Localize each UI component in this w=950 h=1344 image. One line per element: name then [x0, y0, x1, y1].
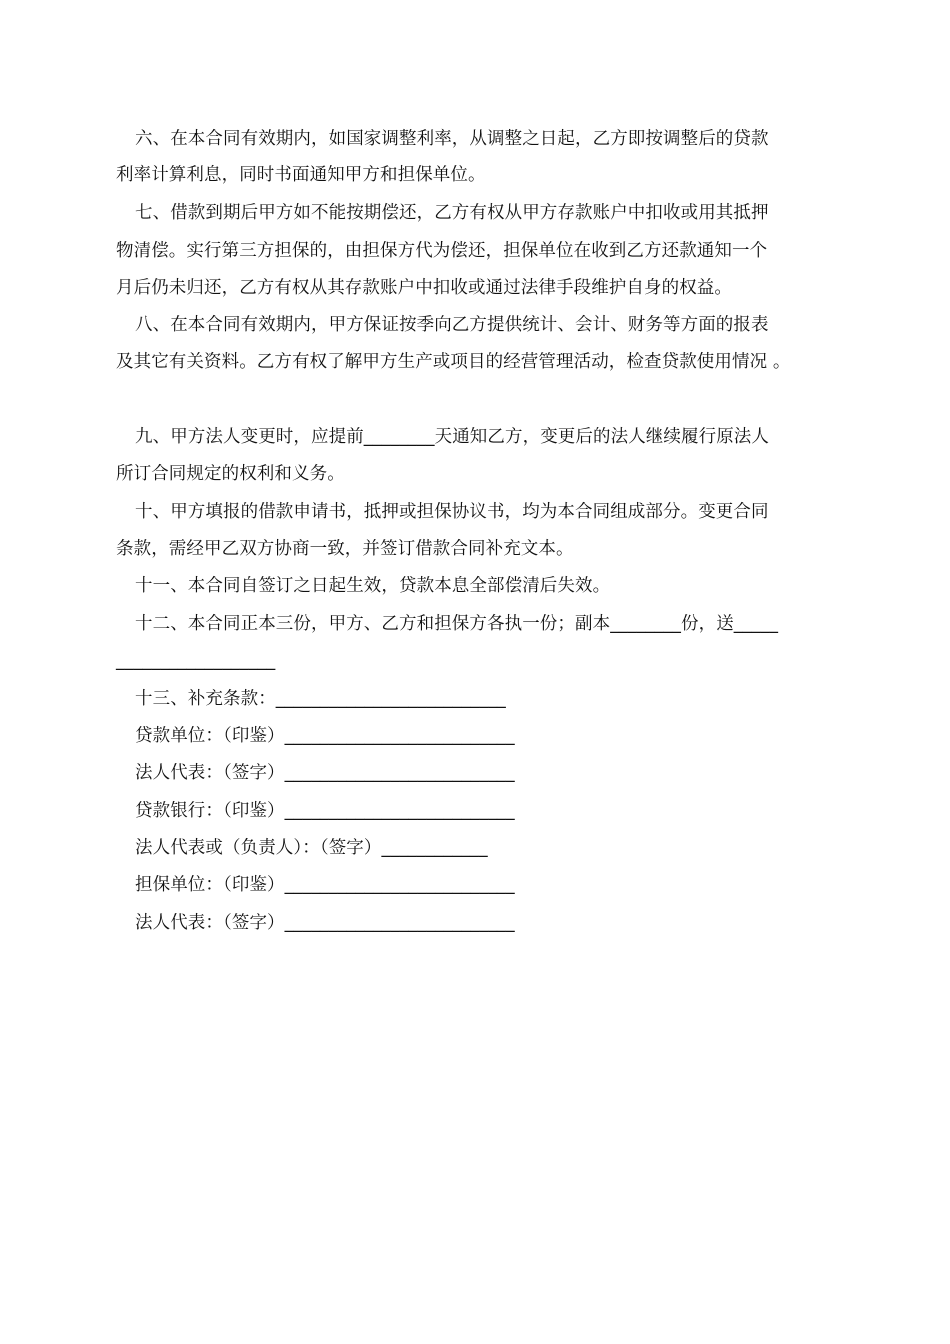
- clause-13-line-1: 十三、补充条款：__________________________: [135, 689, 506, 709]
- clause-9-line-2: 所订合同规定的权利和义务。: [116, 464, 345, 484]
- clause-9-line-1: 九、甲方法人变更时，应提前________天通知乙方，变更后的法人继续履行原法人: [135, 427, 769, 447]
- clause-7-line-3: 月后仍未归还，乙方有权从其存款账户中扣收或通过法律手段维护自身的权益。: [116, 278, 732, 298]
- clause-7-line-2: 物清偿。实行第三方担保的，由担保方代为偿还，担保单位在收到乙方还款通知一个: [116, 241, 768, 261]
- clause-8-line-1: 八、在本合同有效期内，甲方保证按季向乙方提供统计、会计、财务等方面的报表: [135, 315, 769, 335]
- clause-8-line-2: 及其它有关资料。乙方有权了解甲方生产或项目的经营管理活动，检查贷款使用情况 。: [116, 352, 791, 372]
- signature-legal-rep-2: 法人代表：（签字）__________________________: [135, 913, 515, 933]
- clause-10-line-2: 条款，需经甲乙双方协商一致，并签订借款合同补充文本。: [116, 539, 574, 559]
- signature-loan-unit: 贷款单位：（印鉴）__________________________: [135, 726, 515, 746]
- clause-11-line-1: 十一、本合同自签订之日起生效，贷款本息全部偿清后失效。: [135, 576, 611, 596]
- clause-10-line-1: 十、甲方填报的借款申请书，抵押或担保协议书，均为本合同组成部分。变更合同: [135, 502, 769, 522]
- signature-legal-rep-1: 法人代表：（签字）__________________________: [135, 763, 515, 783]
- signature-guarantor-unit: 担保单位：（印鉴）__________________________: [135, 875, 515, 895]
- clause-7-line-1: 七、借款到期后甲方如不能按期偿还，乙方有权从甲方存款账户中扣收或用其抵押: [135, 203, 769, 223]
- signature-loan-bank: 贷款银行：（印鉴）__________________________: [135, 801, 515, 821]
- clause-6-line-1: 六、在本合同有效期内，如国家调整利率，从调整之日起，乙方即按调整后的贷款: [135, 129, 769, 149]
- clause-12-line-2: __________________: [116, 651, 276, 671]
- clause-6-line-2: 利率计算利息，同时书面通知甲方和担保单位。: [116, 165, 486, 185]
- signature-legal-rep-or-responsible: 法人代表或（负责人）：（签字）____________: [135, 838, 488, 858]
- clause-12-line-1: 十二、本合同正本三份，甲方、乙方和担保方各执一份；副本________份，送_____: [135, 614, 779, 634]
